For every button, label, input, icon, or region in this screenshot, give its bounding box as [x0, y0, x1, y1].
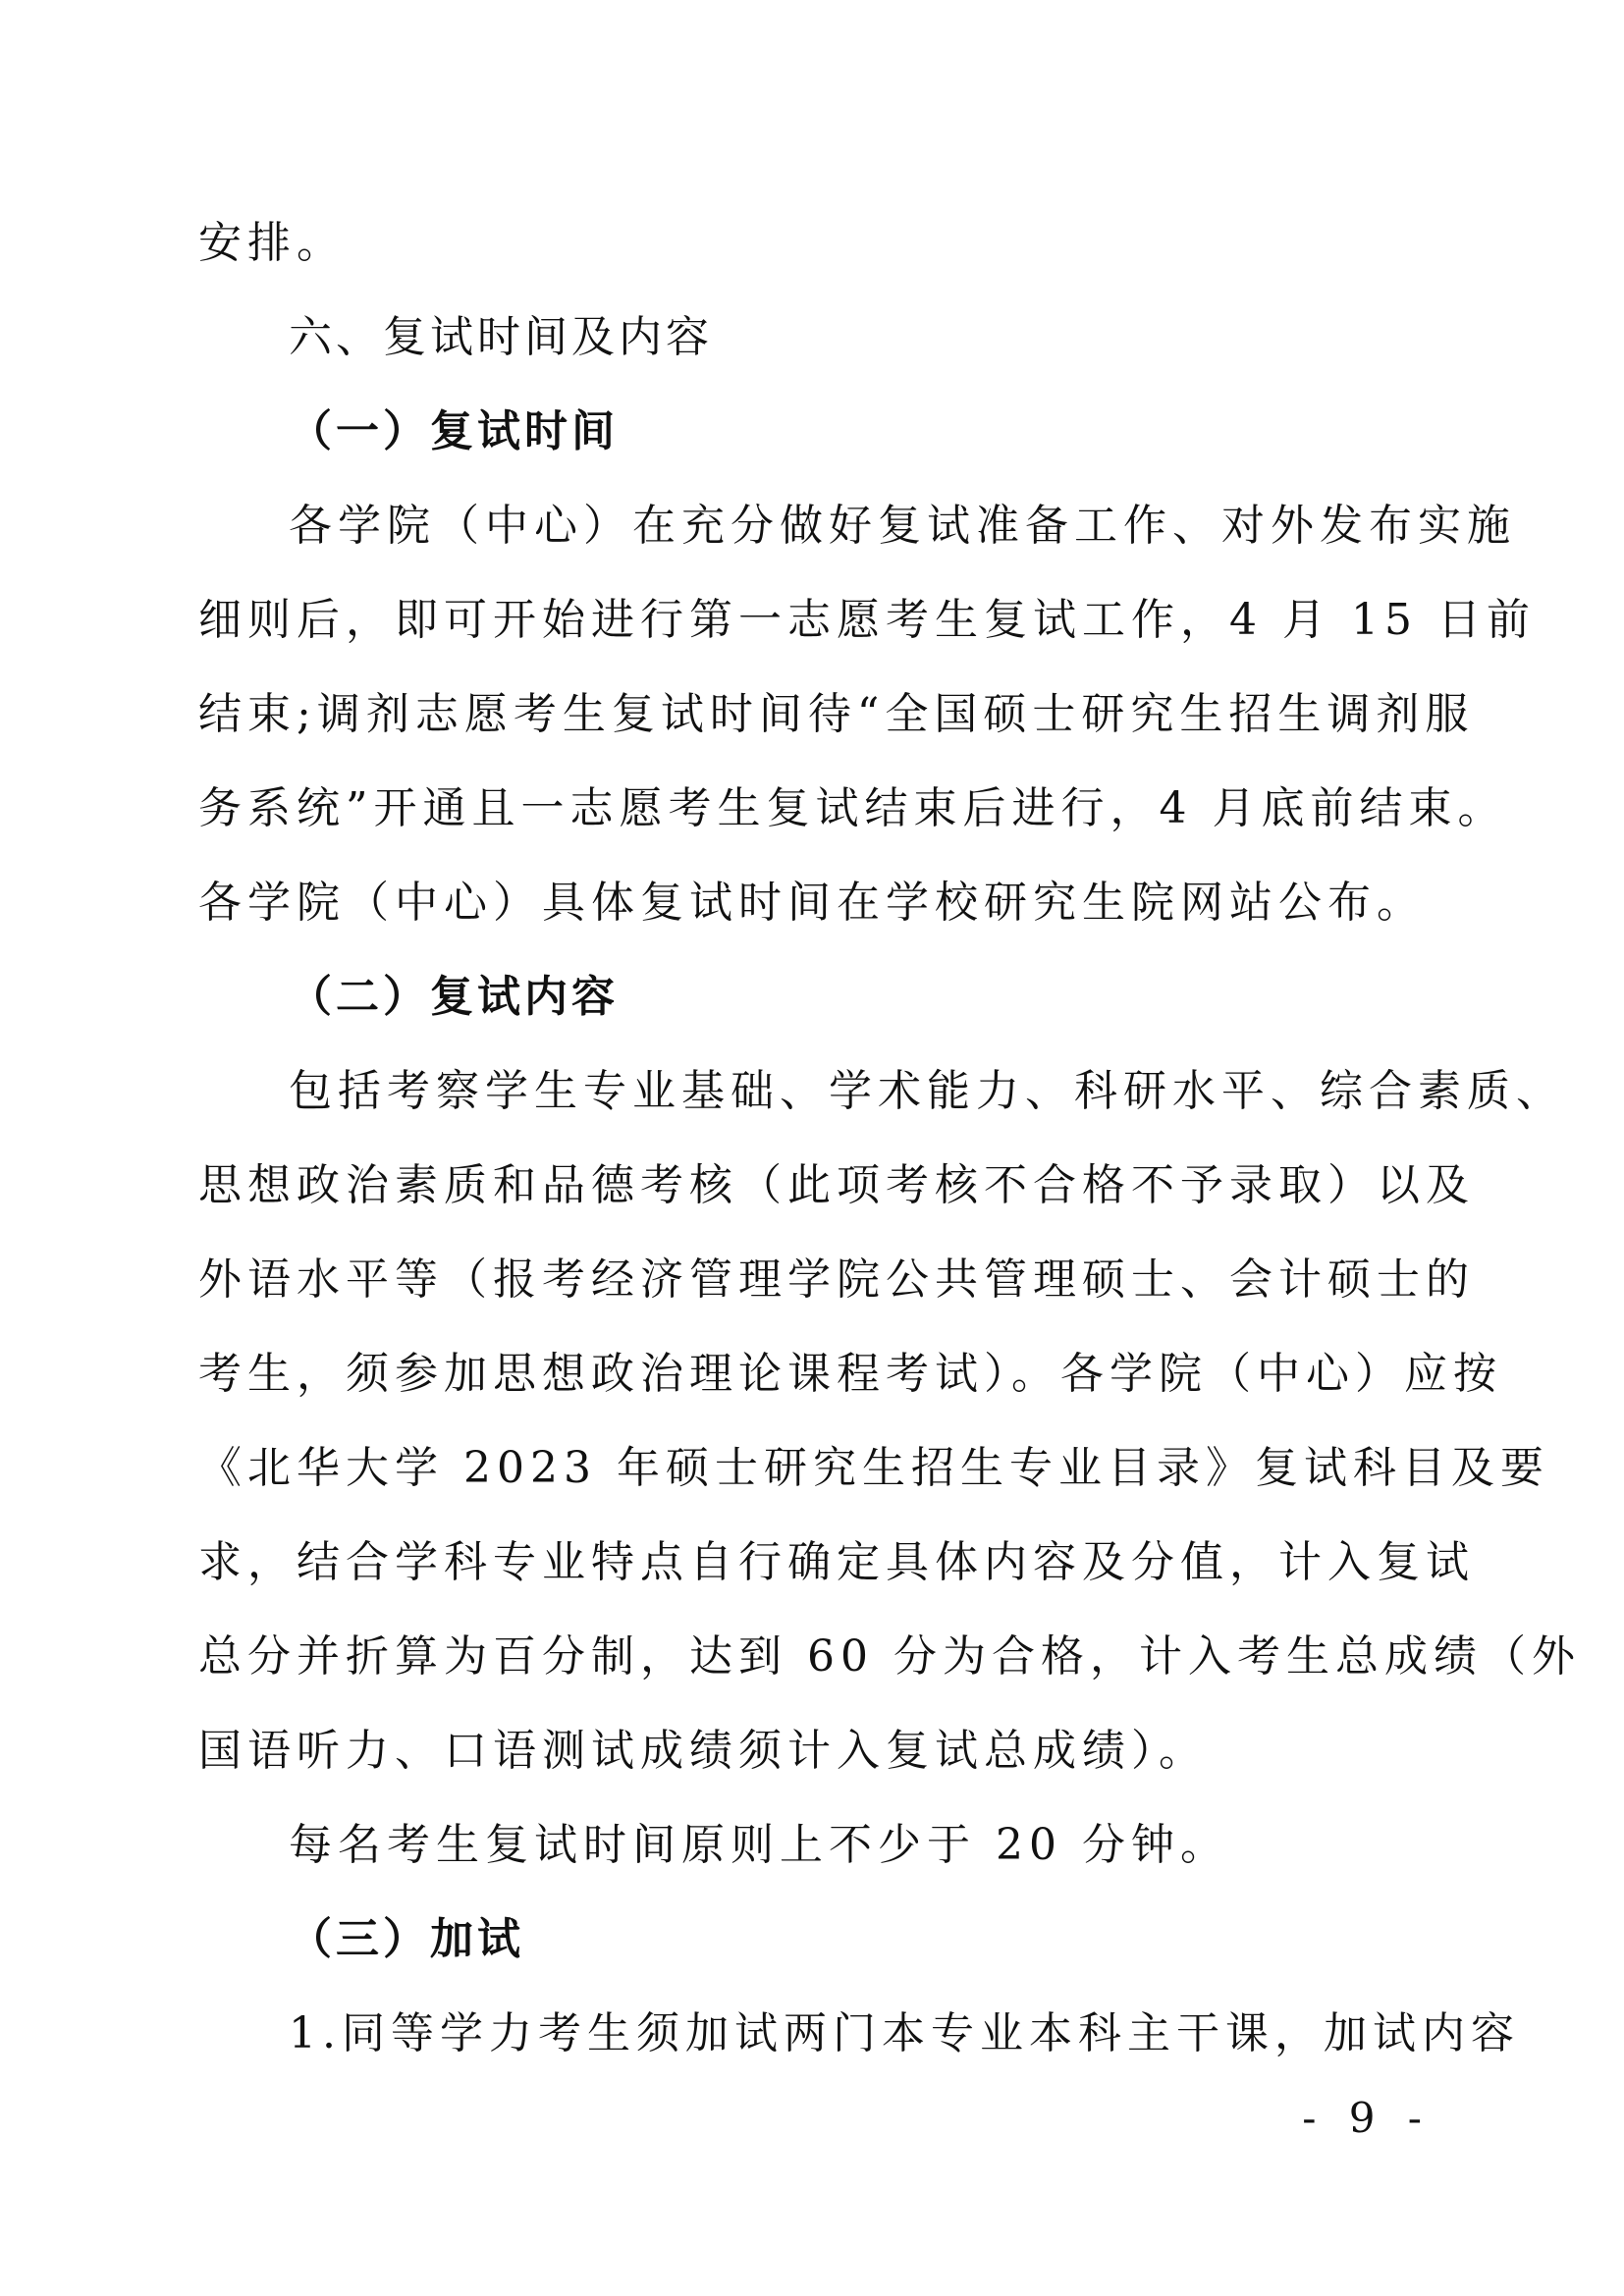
paragraph-line: 考生，须参加思想政治理论课程考试）。各学院（中心）应按 [198, 1349, 1502, 1399]
paragraph-line: 总分并折算为百分制，达到 60 分为合格，计入考生总成绩（外 [198, 1631, 1581, 1682]
paragraph-line: 1.同等学力考生须加试两门本专业本科主干课，加试内容 [289, 2008, 1520, 2058]
paragraph-line: 包括考察学生专业基础、学术能力、科研水平、综合素质、 [289, 1066, 1565, 1116]
subsection-heading: （一）复试时间 [289, 406, 619, 456]
document-body [198, 196, 1581, 2081]
paragraph-line: 务系统”开通且一志愿考生复试结束后进行，4 月底前结束。 [198, 783, 1507, 833]
subsection-heading: （二）复试内容 [289, 972, 619, 1022]
paragraph-line: 求，结合学科专业特点自行确定具体内容及分值，计入复试 [198, 1537, 1475, 1587]
paragraph-line: 国语听力、口语测试成绩须计入复试总成绩）。 [198, 1726, 1208, 1776]
section-heading: 六、复试时间及内容 [289, 312, 713, 362]
paragraph-line: 结束;调剂志愿考生复试时间待“全国硕士研究生招生调剂服 [198, 689, 1475, 739]
paragraph-line: 安排。 [198, 218, 346, 268]
paragraph-line: 各学院（中心）在充分做好复试准备工作、对外发布实施 [289, 501, 1516, 551]
paragraph-line: 每名考生复试时间原则上不少于 20 分钟。 [289, 1820, 1229, 1870]
page-number: - 9 - [1302, 2094, 1432, 2142]
paragraph-line: 《北华大学 2023 年硕士研究生招生专业目录》复试科目及要 [198, 1443, 1549, 1493]
paragraph-line: 思想政治素质和品德考核（此项考核不合格不予录取）以及 [198, 1160, 1475, 1210]
subsection-heading: （三）加试 [289, 1914, 524, 1964]
paragraph-line: 各学院（中心）具体复试时间在学校研究生院网站公布。 [198, 878, 1426, 928]
paragraph-line: 细则后，即可开始进行第一志愿考生复试工作，4 月 15 日前 [198, 595, 1536, 645]
paragraph-line: 外语水平等（报考经济管理学院公共管理硕士、会计硕士的 [198, 1255, 1475, 1305]
